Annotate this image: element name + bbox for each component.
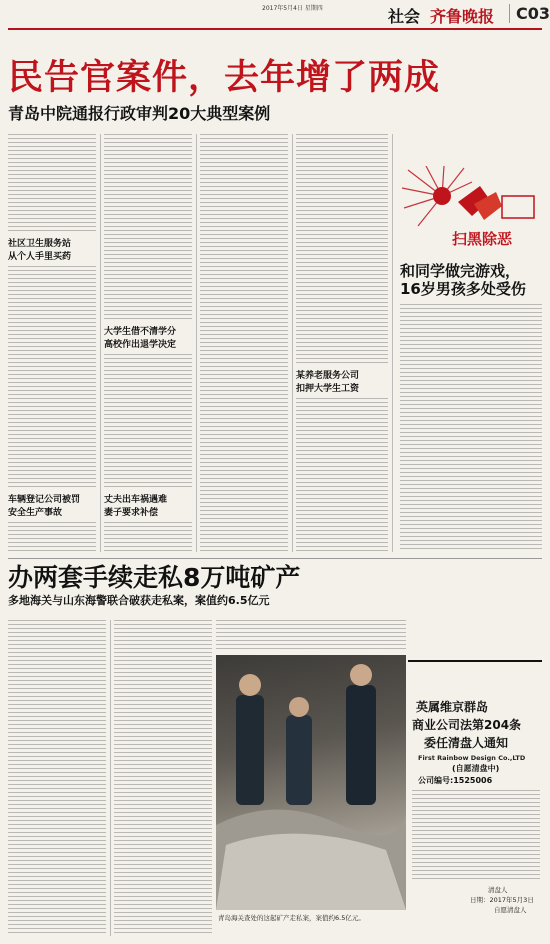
smuggling-subhead: 多地海关与山东海警联合破获走私案，案值约6.5亿元 xyxy=(8,594,270,607)
date-line: 2017年5月4日 星期四 xyxy=(262,5,323,12)
main-headline: 民告官案件，去年增了两成 xyxy=(8,58,441,98)
smuggling-body-col-3 xyxy=(216,620,406,650)
article-subhead: 扣押大学生工资 xyxy=(296,384,360,394)
article-subhead: 大学生借不清学分 xyxy=(104,327,177,337)
notice-title-line-2: 商业公司法第204条 xyxy=(412,718,522,732)
article-body-col-1b xyxy=(8,266,96,490)
banner-label: 扫黑除恶 xyxy=(452,230,513,248)
column-rule xyxy=(292,134,293,552)
notice-signature-2: 自愿清盘人 xyxy=(494,906,527,914)
article-subhead: 某养老服务公司 xyxy=(296,371,360,381)
section-label: 社会 xyxy=(388,7,421,26)
paper-name: 齐鲁晚报 xyxy=(430,7,495,26)
article-body-col-1c xyxy=(8,522,96,552)
article-subhead: 从个人手里买药 xyxy=(8,252,72,262)
right-headline-line-1: 和同学做完游戏， xyxy=(400,262,521,280)
column-rule xyxy=(100,134,101,552)
masthead-rule xyxy=(8,28,542,30)
article-subhead: 高校作出退学决定 xyxy=(104,340,177,350)
article-subhead: 妻子要求补偿 xyxy=(104,508,159,518)
notice-signature: 清盘人 xyxy=(488,886,508,894)
article-body-col-2b xyxy=(104,354,192,490)
smuggling-headline: 办两套手续走私8万吨矿产 xyxy=(8,563,301,592)
page-code: C03 xyxy=(509,4,550,23)
notice-date: 日期：2017年5月3日 xyxy=(470,896,534,904)
news-photo xyxy=(216,655,406,910)
smuggling-body-col-1 xyxy=(8,620,106,936)
notice-registration: 公司编号:1525006 xyxy=(418,776,493,785)
notice-title-line-1: 英属维京群岛 xyxy=(416,700,489,714)
article-subhead: 车辆登记公司被罚 xyxy=(8,495,81,505)
section-rule xyxy=(8,558,542,559)
article-body-col-4b xyxy=(296,398,388,552)
column-rule xyxy=(110,620,111,936)
notice-body xyxy=(412,790,540,880)
article-body-col-2c xyxy=(104,522,192,552)
article-subhead: 安全生产事故 xyxy=(8,508,63,518)
photo-caption: 青岛海关查处的这起矿产走私案，案值约6.5亿元。 xyxy=(218,914,365,922)
article-body-col-3 xyxy=(200,134,288,552)
right-headline-line-2: 16岁男孩多处受伤 xyxy=(400,280,526,298)
right-article-body xyxy=(400,304,542,552)
article-body-col-4 xyxy=(296,134,388,366)
notice-subtitle: (自愿清盘中) xyxy=(452,764,500,773)
article-body-col-2 xyxy=(104,134,192,322)
article-subhead: 丈夫出车祸遇难 xyxy=(104,495,168,505)
column-rule xyxy=(196,134,197,552)
smuggling-body-col-2 xyxy=(114,620,212,936)
article-body-col-1 xyxy=(8,134,96,234)
main-subhead: 青岛中院通报行政审判20大典型案例 xyxy=(8,104,271,123)
notice-company-name: First Rainbow Design Co.,LTD xyxy=(418,754,526,762)
notice-title-line-3: 委任清盘人通知 xyxy=(424,736,509,750)
column-rule xyxy=(392,134,393,552)
article-subhead: 社区卫生服务站 xyxy=(8,239,72,249)
